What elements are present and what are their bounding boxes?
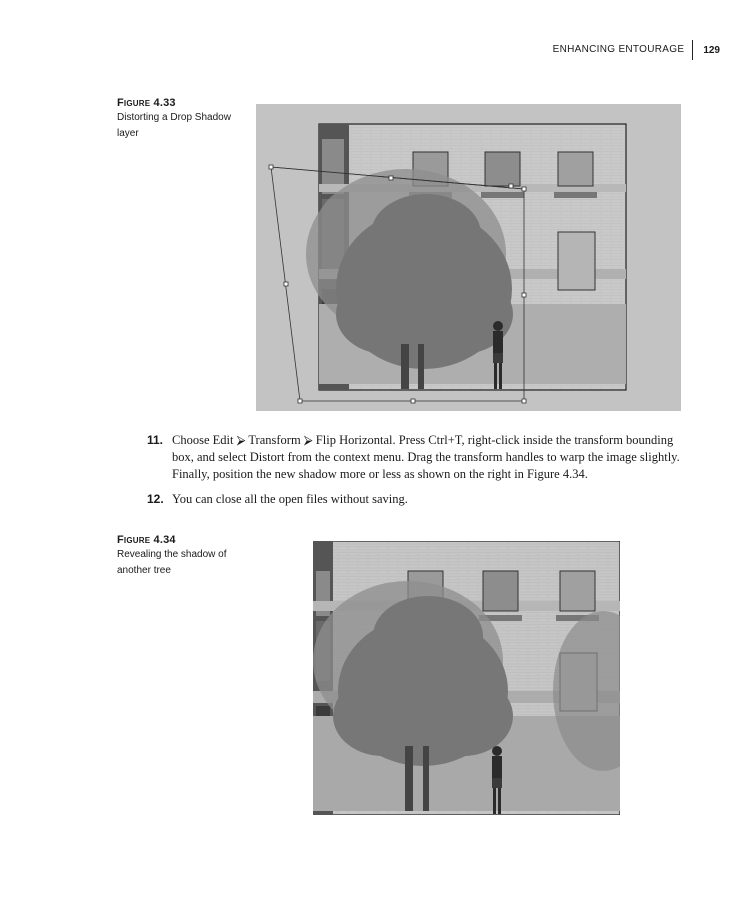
figure-caption-4-33 <box>117 97 237 142</box>
step-item <box>147 491 687 508</box>
figure-4-34-image <box>313 541 620 815</box>
figure-caption-4-34 <box>117 534 237 579</box>
figure-caption-text: Distorting a Drop Shadow layer <box>117 112 231 139</box>
step-text: You can close all the open files without saving. <box>172 492 408 506</box>
instruction-steps <box>147 432 687 516</box>
step-number: 12. <box>147 492 164 506</box>
page-number: 129 <box>703 44 720 56</box>
figure-caption-text: Revealing the shadow of another tree <box>117 549 227 576</box>
running-header <box>553 40 720 60</box>
step-item <box>147 432 687 483</box>
section-title: ENHANCING ENTOURAGE <box>553 40 694 60</box>
figure-4-33-image <box>256 104 681 411</box>
figure-number: Figure 4.33 <box>117 97 176 109</box>
step-text: Choose Edit ⮚ Transform ⮚ Flip Horizontal. Press Ctrl+T, right-click inside the transform bounding box, and select Distort from the context menu. Drag the transform handles to warp the image slightly. Finally, position the new shadow more or less as shown on the right in Figure 4.34. <box>172 433 680 481</box>
step-number: 11. <box>147 433 164 447</box>
figure-number: Figure 4.34 <box>117 534 176 546</box>
building-photo <box>306 124 626 390</box>
